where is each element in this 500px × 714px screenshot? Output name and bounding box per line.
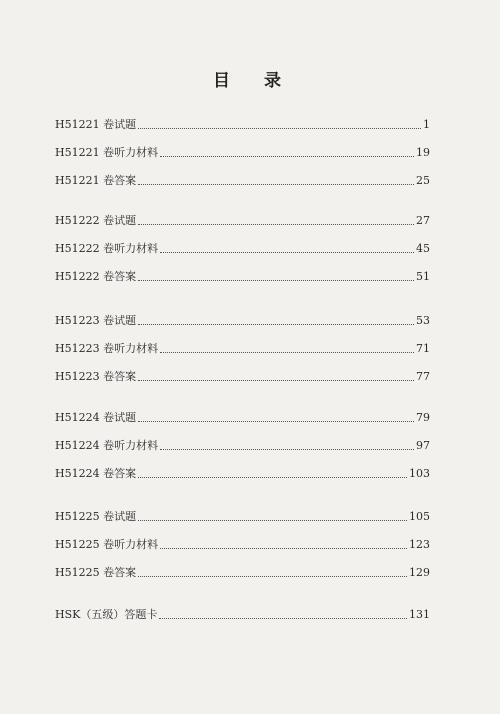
dot-leader	[138, 379, 414, 381]
toc-entry-page-number: 27	[416, 214, 430, 227]
toc-entry-label: H51223 卷答案	[55, 370, 137, 383]
toc-entry[interactable]	[55, 439, 430, 453]
toc-entry[interactable]	[55, 566, 430, 580]
toc-entry-label: H51224 卷试题	[55, 411, 137, 424]
toc-entry-page-number: 51	[416, 270, 430, 283]
toc-entry-label: H51221 卷听力材料	[55, 146, 159, 159]
toc-entry-page-number: 131	[409, 608, 430, 621]
toc-entry[interactable]	[55, 342, 430, 356]
toc-entry-label: H51225 卷答案	[55, 566, 137, 579]
toc-entry[interactable]	[55, 118, 430, 132]
dot-leader	[138, 323, 414, 325]
toc-entry-label: H51221 卷答案	[55, 174, 137, 187]
toc-entry-page-number: 129	[409, 566, 430, 579]
toc-entry-page-number: 53	[416, 314, 430, 327]
toc-entry-label: H51225 卷试题	[55, 510, 137, 523]
toc-entry-label: H51224 卷听力材料	[55, 439, 159, 452]
toc-entry-page-number: 123	[409, 538, 430, 551]
toc-entry[interactable]	[55, 467, 430, 481]
toc-entry-page-number: 79	[416, 411, 430, 424]
toc-entry[interactable]	[55, 146, 430, 160]
dot-leader	[138, 575, 407, 577]
toc-entry-page-number: 103	[409, 467, 430, 480]
toc-entry[interactable]	[55, 270, 430, 284]
dot-leader	[138, 279, 414, 281]
dot-leader	[138, 183, 414, 185]
dot-leader	[138, 223, 414, 225]
toc-entry-label: H51222 卷听力材料	[55, 242, 159, 255]
toc-entry-label: H51223 卷试题	[55, 314, 137, 327]
toc-entry-page-number: 19	[416, 146, 430, 159]
toc-entry-page-number: 105	[409, 510, 430, 523]
toc-entry-label: HSK（五级）答题卡	[55, 608, 158, 621]
page-title: 目 录	[213, 71, 295, 91]
toc-entry[interactable]	[55, 370, 430, 384]
toc-entry-label: H51222 卷答案	[55, 270, 137, 283]
dot-leader	[159, 617, 407, 619]
toc-entry[interactable]	[55, 314, 430, 328]
toc-entry-page-number: 25	[416, 174, 430, 187]
dot-leader	[138, 420, 414, 422]
toc-entry-label: H51222 卷试题	[55, 214, 137, 227]
toc-entry-label: H51223 卷听力材料	[55, 342, 159, 355]
dot-leader	[160, 351, 414, 353]
toc-entry-page-number: 97	[416, 439, 430, 452]
dot-leader	[160, 547, 407, 549]
toc-entry[interactable]	[55, 174, 430, 188]
toc-entry-page-number: 71	[416, 342, 430, 355]
toc-entry[interactable]	[55, 242, 430, 256]
dot-leader	[138, 476, 407, 478]
dot-leader	[160, 251, 414, 253]
toc-entry[interactable]	[55, 411, 430, 425]
toc-entry-page-number: 77	[416, 370, 430, 383]
toc-entry-page-number: 45	[416, 242, 430, 255]
toc-entry-label: H51224 卷答案	[55, 467, 137, 480]
toc-entry[interactable]	[55, 214, 430, 228]
toc-entry[interactable]	[55, 538, 430, 552]
toc-entry-page-number: 1	[423, 118, 430, 131]
dot-leader	[160, 448, 414, 450]
dot-leader	[138, 127, 421, 129]
toc-entry[interactable]	[55, 608, 430, 622]
toc-entry[interactable]	[55, 510, 430, 524]
dot-leader	[160, 155, 414, 157]
dot-leader	[138, 519, 407, 521]
toc-entry-label: H51225 卷听力材料	[55, 538, 159, 551]
toc-entry-label: H51221 卷试题	[55, 118, 137, 131]
